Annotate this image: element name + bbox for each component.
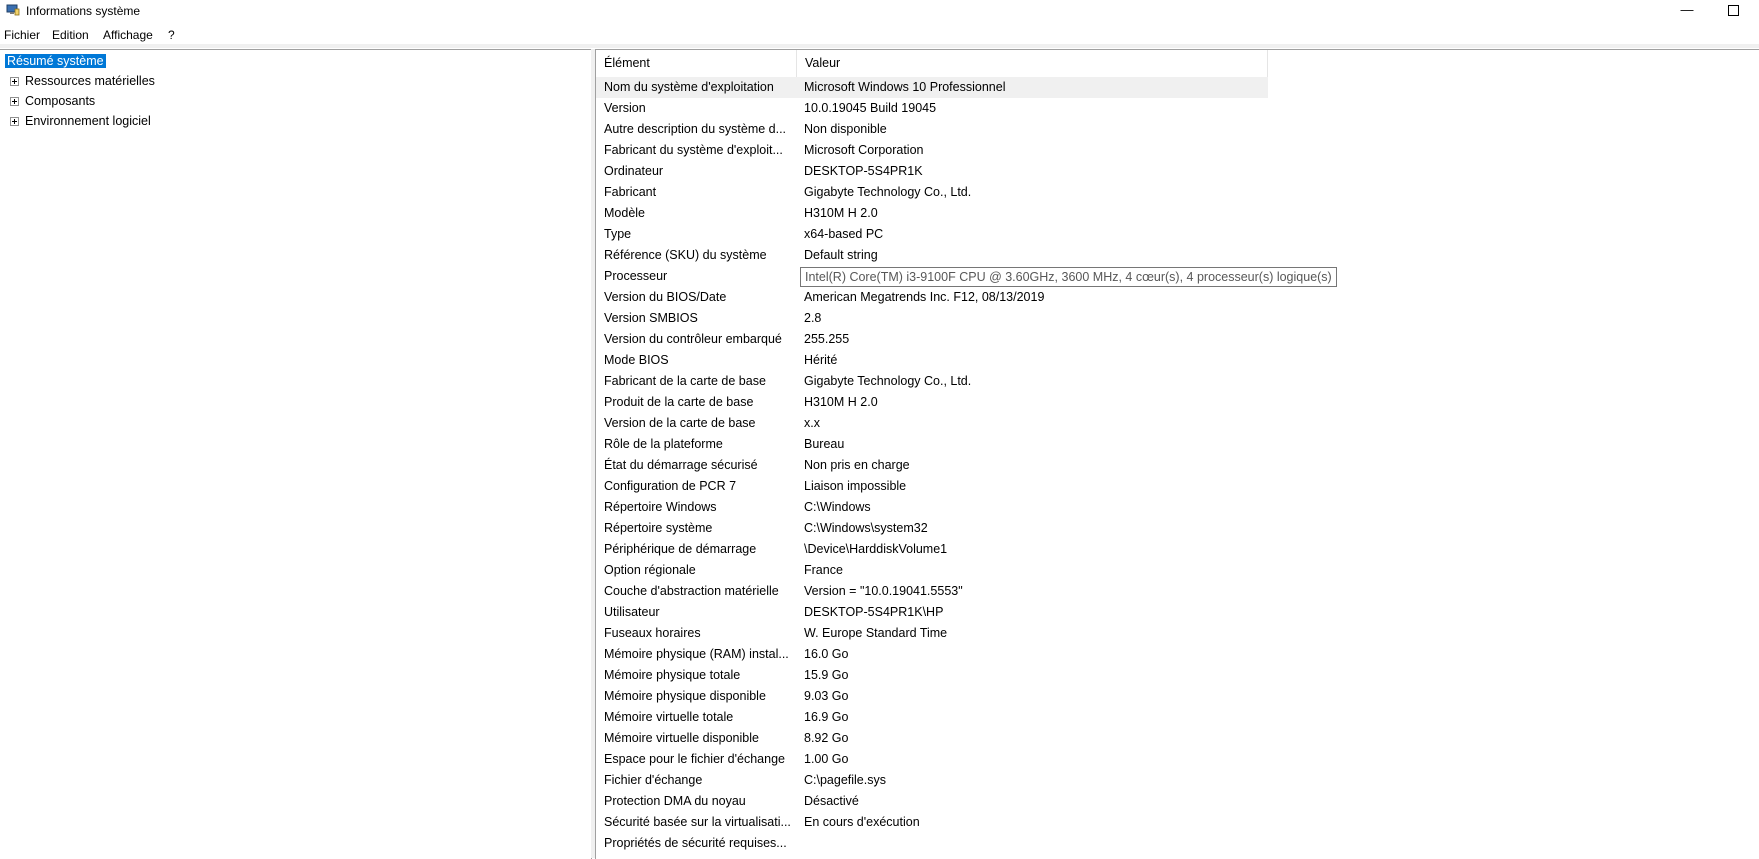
cell-value: 255.255 <box>804 332 850 346</box>
tree-item-resume-systeme[interactable] <box>5 52 106 70</box>
table-row[interactable] <box>596 749 1759 770</box>
cell-value: DESKTOP-5S4PR1K\HP <box>804 605 944 619</box>
window-title: Informations système <box>26 4 141 18</box>
table-row[interactable] <box>596 413 1759 434</box>
cell-value: Liaison impossible <box>804 479 907 493</box>
cell-element: Fabricant du système d'exploit... <box>604 143 783 157</box>
table-row[interactable] <box>596 665 1759 686</box>
cell-element: Version du BIOS/Date <box>604 290 727 304</box>
table-row[interactable] <box>596 686 1759 707</box>
cell-element: Option régionale <box>604 563 696 577</box>
cell-value: x64-based PC <box>804 227 884 241</box>
cell-value: Microsoft Corporation <box>804 143 924 157</box>
cell-element: Mémoire physique (RAM) instal... <box>604 647 789 661</box>
table-row[interactable] <box>596 728 1759 749</box>
table-row[interactable] <box>596 497 1759 518</box>
details-rows <box>596 77 1759 854</box>
cell-element: Protection DMA du noyau <box>604 794 746 808</box>
cell-value: W. Europe Standard Time <box>804 626 948 640</box>
cell-value: American Megatrends Inc. F12, 08/13/2019 <box>804 290 1045 304</box>
table-row[interactable] <box>596 644 1759 665</box>
table-row[interactable] <box>596 623 1759 644</box>
cell-element: Mode BIOS <box>604 353 669 367</box>
table-row[interactable] <box>596 833 1759 854</box>
table-row[interactable] <box>596 371 1759 392</box>
cell-value: Default string <box>804 248 878 262</box>
cell-element: Version <box>604 101 646 115</box>
table-row[interactable] <box>596 812 1759 833</box>
cell-element: État du démarrage sécurisé <box>604 458 758 472</box>
cell-element: Répertoire Windows <box>604 500 717 514</box>
cell-element: Espace pour le fichier d'échange <box>604 752 785 766</box>
table-row[interactable] <box>596 308 1759 329</box>
tree-item-label: Résumé système <box>7 54 104 68</box>
table-row[interactable] <box>596 581 1759 602</box>
table-row[interactable] <box>596 98 1759 119</box>
cell-value: Hérité <box>804 353 838 367</box>
cell-element: Sécurité basée sur la virtualisati... <box>604 815 791 829</box>
table-row[interactable] <box>596 602 1759 623</box>
table-row[interactable] <box>596 455 1759 476</box>
table-row[interactable] <box>596 350 1759 371</box>
tree-item-ressources-materielles[interactable] <box>0 72 300 90</box>
cell-value: \Device\HarddiskVolume1 <box>804 542 948 556</box>
table-row[interactable] <box>596 329 1759 350</box>
table-row[interactable] <box>596 77 1268 98</box>
table-row[interactable] <box>596 560 1759 581</box>
cell-element: Fabricant de la carte de base <box>604 374 766 388</box>
cell-element: Version SMBIOS <box>604 311 698 325</box>
system-info-app-icon <box>6 4 20 16</box>
cell-element: Référence (SKU) du système <box>604 248 767 262</box>
cell-element: Propriétés de sécurité requises... <box>604 836 787 850</box>
tree-item-label: Environnement logiciel <box>25 114 151 128</box>
cell-value: C:\pagefile.sys <box>804 773 886 787</box>
table-row[interactable] <box>596 287 1759 308</box>
value-tooltip: Intel(R) Core(TM) i3-9100F CPU @ 3.60GHz, 3600 MHz, 4 cœur(s), 4 processeur(s) logique(s) <box>800 267 1337 287</box>
minimize-button[interactable]: — <box>1680 2 1694 17</box>
menu-affichage[interactable]: Affichage <box>103 28 153 42</box>
cell-element: Périphérique de démarrage <box>604 542 757 556</box>
cell-element: Rôle de la plateforme <box>604 437 723 451</box>
cell-value: 8.92 Go <box>804 731 849 745</box>
cell-element: Répertoire système <box>604 521 713 535</box>
cell-value: H310M H 2.0 <box>804 395 878 409</box>
cell-value: Gigabyte Technology Co., Ltd. <box>804 374 972 388</box>
maximize-button[interactable] <box>1710 0 1756 22</box>
tree-item-label: Ressources matérielles <box>25 74 155 88</box>
menu-bar <box>0 24 1759 48</box>
cell-value: Bureau <box>804 437 845 451</box>
cell-element: Version du contrôleur embarqué <box>604 332 782 346</box>
table-row[interactable] <box>596 392 1759 413</box>
cell-value: C:\Windows <box>804 500 871 514</box>
cell-value: En cours d'exécution <box>804 815 920 829</box>
cell-element: Fuseaux horaires <box>604 626 701 640</box>
table-row[interactable] <box>596 707 1759 728</box>
table-row[interactable] <box>596 266 1759 287</box>
cell-value: C:\Windows\system32 <box>804 521 928 535</box>
cell-value: 9.03 Go <box>804 689 849 703</box>
cell-element: Mémoire physique totale <box>604 668 741 682</box>
expand-icon[interactable] <box>10 117 19 126</box>
tree-item-composants[interactable] <box>0 92 300 110</box>
cell-value: 1.00 Go <box>804 752 849 766</box>
cell-element: Configuration de PCR 7 <box>604 479 737 493</box>
column-header-value[interactable]: Valeur <box>797 50 1268 77</box>
cell-element: Type <box>604 227 632 241</box>
cell-element: Autre description du système d... <box>604 122 787 136</box>
table-row[interactable] <box>596 119 1759 140</box>
cell-element: Fichier d'échange <box>604 773 703 787</box>
cell-value: 10.0.19045 Build 19045 <box>804 101 937 115</box>
cell-value: Non disponible <box>804 122 887 136</box>
table-row[interactable] <box>596 203 1759 224</box>
table-row[interactable] <box>596 770 1759 791</box>
cell-value: Version = "10.0.19041.5553" <box>804 584 963 598</box>
table-row[interactable] <box>596 539 1759 560</box>
cell-element: Utilisateur <box>604 605 660 619</box>
table-row[interactable] <box>596 434 1759 455</box>
tree-item-label: Composants <box>25 94 96 108</box>
cell-value: Gigabyte Technology Co., Ltd. <box>804 185 972 199</box>
cell-element: Mémoire virtuelle disponible <box>604 731 759 745</box>
cell-element: Version de la carte de base <box>604 416 756 430</box>
cell-element: Modèle <box>604 206 645 220</box>
cell-value: Non pris en charge <box>804 458 910 472</box>
table-row[interactable] <box>596 791 1759 812</box>
maximize-icon <box>1728 5 1739 16</box>
cell-element: Fabricant <box>604 185 657 199</box>
menu-edition[interactable]: Edition <box>52 28 89 42</box>
cell-value: 16.0 Go <box>804 647 849 661</box>
cell-value: 2.8 <box>804 311 822 325</box>
table-row[interactable] <box>596 476 1759 497</box>
cell-value: Désactivé <box>804 794 859 808</box>
expand-icon[interactable] <box>10 97 19 106</box>
cell-element: Mémoire virtuelle totale <box>604 710 734 724</box>
cell-element: Couche d'abstraction matérielle <box>604 584 779 598</box>
cell-element: Mémoire physique disponible <box>604 689 766 703</box>
title-bar <box>0 0 1759 22</box>
column-header-element[interactable]: Élément <box>596 50 797 77</box>
table-row[interactable] <box>596 518 1759 539</box>
tree-item-environnement-logiciel[interactable] <box>0 112 300 130</box>
details-list <box>595 49 1759 859</box>
table-row[interactable] <box>596 224 1759 245</box>
table-row[interactable] <box>596 182 1759 203</box>
cell-value: x.x <box>804 416 820 430</box>
expand-icon[interactable] <box>10 77 19 86</box>
menu-help[interactable]: ? <box>168 28 175 42</box>
cell-value: Microsoft Windows 10 Professionnel <box>804 80 1006 94</box>
cell-value: H310M H 2.0 <box>804 206 878 220</box>
table-row[interactable] <box>596 161 1759 182</box>
cell-value: 16.9 Go <box>804 710 849 724</box>
cell-element: Nom du système d'exploitation <box>604 80 774 94</box>
table-row[interactable] <box>596 245 1759 266</box>
cell-element: Ordinateur <box>604 164 664 178</box>
cell-element: Produit de la carte de base <box>604 395 754 409</box>
table-row[interactable] <box>596 140 1759 161</box>
category-tree <box>0 49 592 859</box>
cell-element: Processeur <box>604 269 668 283</box>
menu-fichier[interactable]: Fichier <box>4 28 41 42</box>
cell-value: 15.9 Go <box>804 668 849 682</box>
cell-value: DESKTOP-5S4PR1K <box>804 164 923 178</box>
cell-value: France <box>804 563 843 577</box>
